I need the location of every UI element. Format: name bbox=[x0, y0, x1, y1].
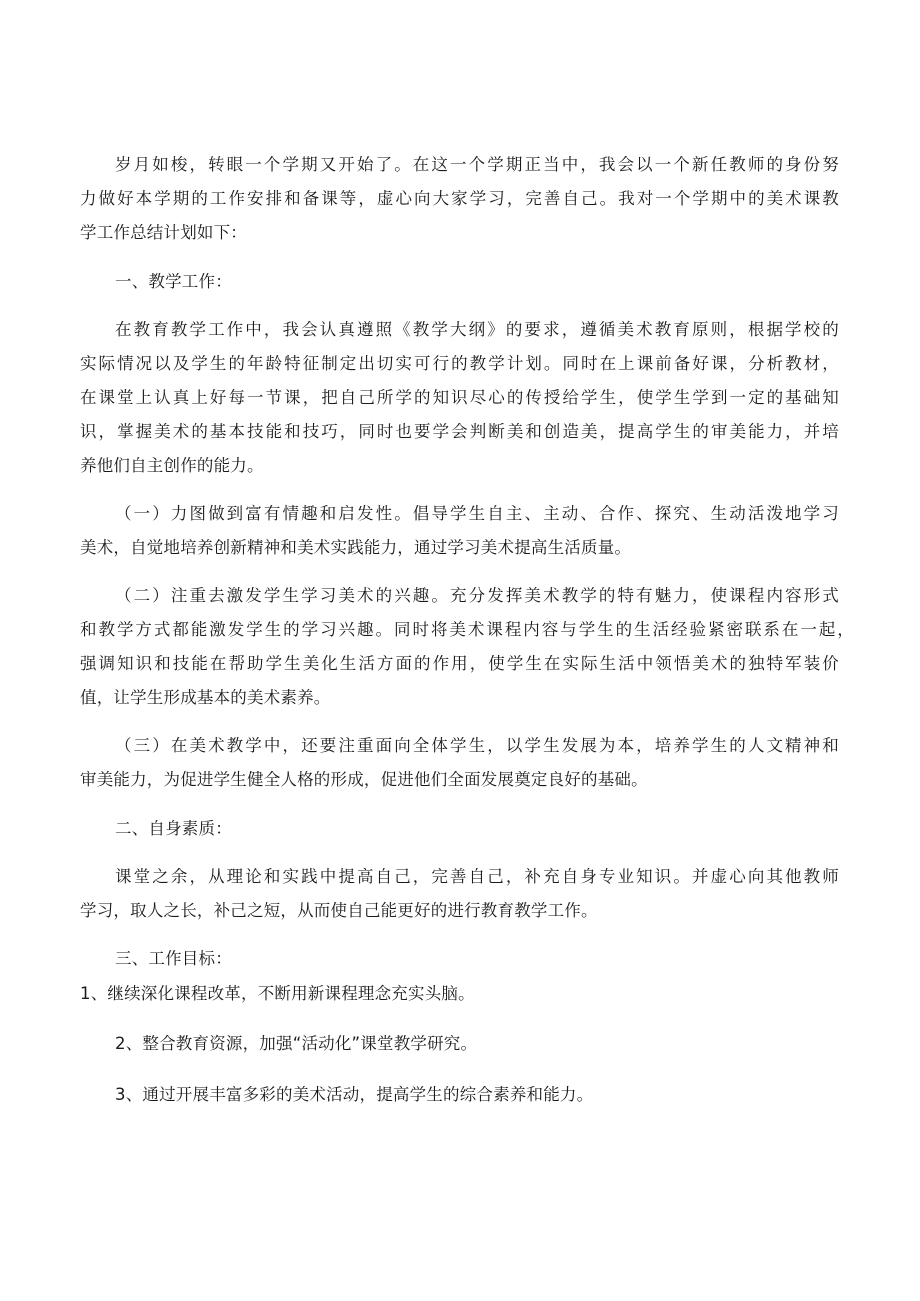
section-1-p1-line-4: 识，掌握美术的基本技能和技巧，同时也要学会判断美和创造美，提高学生的审美能力，并培 bbox=[80, 422, 839, 441]
section-1-item-3-line-1: （三）在美术教学中，还要注重面向全体学生，以学生发展为本，培养学生的人文精神和 bbox=[115, 736, 839, 755]
section-2-p1-line-1: 课堂之余，从理论和实践中提高自己，完善自己，补充自身专业知识。并虚心向其他教师 bbox=[115, 867, 839, 886]
section-2-p1-line-2: 学习，取人之长，补己之短，从而使自己能更好的进行教育教学工作。 bbox=[80, 901, 598, 920]
section-1-item-2-line-4: 值，让学生形成基本的美术素养。 bbox=[80, 688, 331, 707]
intro-line-3: 学工作总结计划如下： bbox=[80, 223, 247, 242]
section-1-p1-line-3: 在课堂上认真上好每一节课，把自己所学的知识尽心的传授给学生，使学生学到一定的基础知 bbox=[80, 388, 839, 407]
section-1-item-2-line-2: 和教学方式都能激发学生的学习兴趣。同时将美术课程内容与学生的生活经验紧密联系在一起， bbox=[80, 620, 854, 639]
goal-item-3: 3、通过开展丰富多彩的美术活动，提高学生的综合素养和能力。 bbox=[115, 1085, 594, 1104]
intro-line-1: 岁月如梭，转眼一个学期又开始了。在这一个学期正当中，我会以一个新任教师的身份努 bbox=[115, 155, 839, 174]
section-1-p1-line-2: 实际情况以及学生的年龄特征制定出切实可行的教学计划。同时在上课前备好课，分析教材， bbox=[80, 354, 839, 373]
goal-item-1: 1、继续深化课程改革，不断用新课程理念充实头脑。 bbox=[80, 984, 475, 1003]
intro-line-2: 力做好本学期的工作安排和备课等，虚心向大家学习，完善自己。我对一个学期中的美术课教 bbox=[80, 189, 839, 208]
section-1-p1-line-1: 在教育教学工作中，我会认真遵照《教学大纲》的要求，遵循美术教育原则，根据学校的 bbox=[115, 320, 839, 339]
section-1-item-1-line-2: 美术，自觉地培养创新精神和美术实践能力，通过学习美术提高生活质量。 bbox=[80, 538, 632, 557]
section-1-item-2-line-3: 强调知识和技能在帮助学生美化生活方面的作用，使学生在实际生活中领悟美术的独特军装价 bbox=[80, 654, 839, 673]
section-3-heading: 三、工作目标： bbox=[115, 949, 232, 968]
section-1-p1-line-5: 养他们自主创作的能力。 bbox=[80, 456, 264, 475]
section-1-heading: 一、教学工作： bbox=[115, 272, 232, 291]
goal-item-2: 2、整合教育资源，加强“活动化”课堂教学研究。 bbox=[115, 1034, 478, 1053]
section-1-item-1-line-1: （一）力图做到富有情趣和启发性。倡导学生自主、主动、合作、探究、生动活泼地学习 bbox=[115, 504, 839, 523]
section-2-heading: 二、自身素质： bbox=[115, 819, 232, 838]
section-1-item-3-line-2: 审美能力，为促进学生健全人格的形成，促进他们全面发展奠定良好的基础。 bbox=[80, 770, 648, 789]
section-1-item-2-line-1: （二）注重去激发学生学习美术的兴趣。充分发挥美术教学的特有魅力，使课程内容形式 bbox=[115, 586, 839, 605]
